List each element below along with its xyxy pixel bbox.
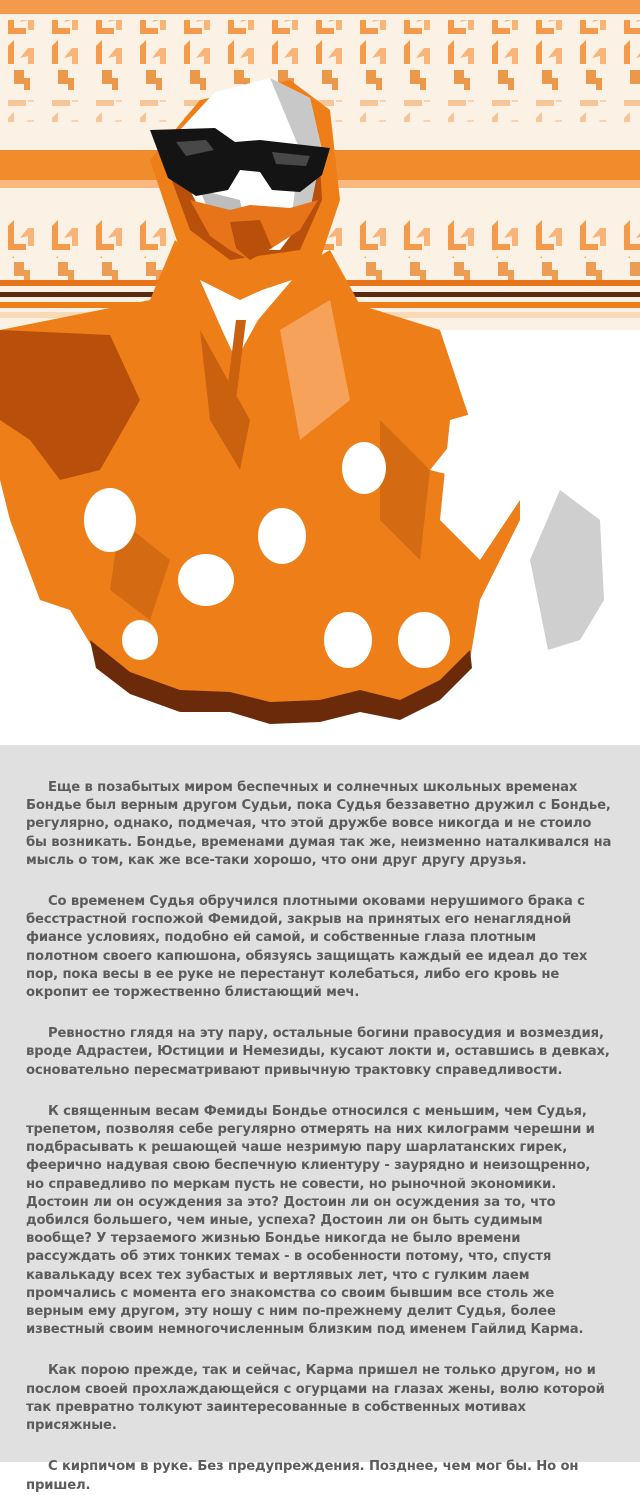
gap-6 bbox=[324, 612, 372, 668]
pattern-row-2 bbox=[0, 62, 640, 96]
story-paragraph-4: К священным весам Фемиды Бондье относился с меньшим, чем Судья, трепетом, позволяя себе регулярно отмерять на них килограмм черешни и подбрасывать к решающей чаше незримую пару шарлатанских гирек, феерично надувая свою беспечную клиентуру - заурядно и неизощренно, но справедливо по меркам пусть не совести, но рыночной экономики. Достоин ли он осуждения за это? Достоин ли он осуждения за то, что добился большего, чем иные, успеха? Достоин ли он быть судимым вообще? У терзаемого жизнью Бондье никогда не было времени рассуждать об этих тонких темах - в особенности потому, что, спустя кавалькаду всех тех зубастых и вертлявых лет, что с гулким лаем промчались с момента его знакомства со своим бывшим все столь же верным ему другом, эту ношу с ним по-прежнему делит Судья, более известный своим немногочисленным близким под именем Гайлид Карма. bbox=[26, 1103, 595, 1338]
story-paragraph-1: Еще в позабытых миром беспечных и солнечных школьных временах Бондье был верным другом Судьи, пока Судья беззаветно дружил с Бондье, регулярно, однако, подмечая, что этой дружбе вовсе никогда и не стоило бы возникать. Бондье, временами думая так же, неизменно наталкивался на мысль о том, как же все-таки хорошо, что они друг другу друзья. bbox=[26, 780, 612, 868]
story-paragraph-2: Со временем Судья обручился плотными оковами нерушимого брака с бесстрастной госпожой Фемидой, закрыв на принятых его ненаглядной фиансе условиях, подобно ей самой, и собственные глаза плотным полотном своего капюшона, обязуясь защищать каждый ее идеал до тех пор, пока весы в ее руке не перестанут колебаться, либо его кровь не окропит ее торжественно блистающий меч. bbox=[26, 894, 588, 1001]
gap-5 bbox=[122, 620, 158, 660]
top-stripe bbox=[0, 0, 640, 14]
pattern-row-1 bbox=[0, 20, 640, 64]
story-paragraph-5: Как порою прежде, так и сейчас, Карма пришел не только другом, но и послом своей прохлаждающейся с огурцами на глазах жены, волю которой так превратно толкуют заинтересованные в собственных мотивах присяжные. bbox=[26, 1363, 605, 1434]
gap-7 bbox=[398, 612, 450, 668]
gap-4 bbox=[258, 508, 306, 564]
gap-3 bbox=[342, 442, 386, 494]
story-panel bbox=[0, 745, 640, 1493]
gap-2 bbox=[178, 554, 234, 606]
gap-1 bbox=[84, 488, 136, 552]
illustration bbox=[0, 0, 640, 745]
story-paragraph-6: С кирпичом в руке. Без предупреждения. Позднее, чем мог бы. Но он пришел. bbox=[26, 1459, 579, 1493]
story-paragraph-3: Ревностно глядя на эту пару, остальные богини правосудия и возмездия, вроде Адрастеи, Юстиции и Немезиды, кусают локти и, оставшись в девках, основательно пересматривают привычную трактовку справедливости. bbox=[26, 1026, 610, 1078]
